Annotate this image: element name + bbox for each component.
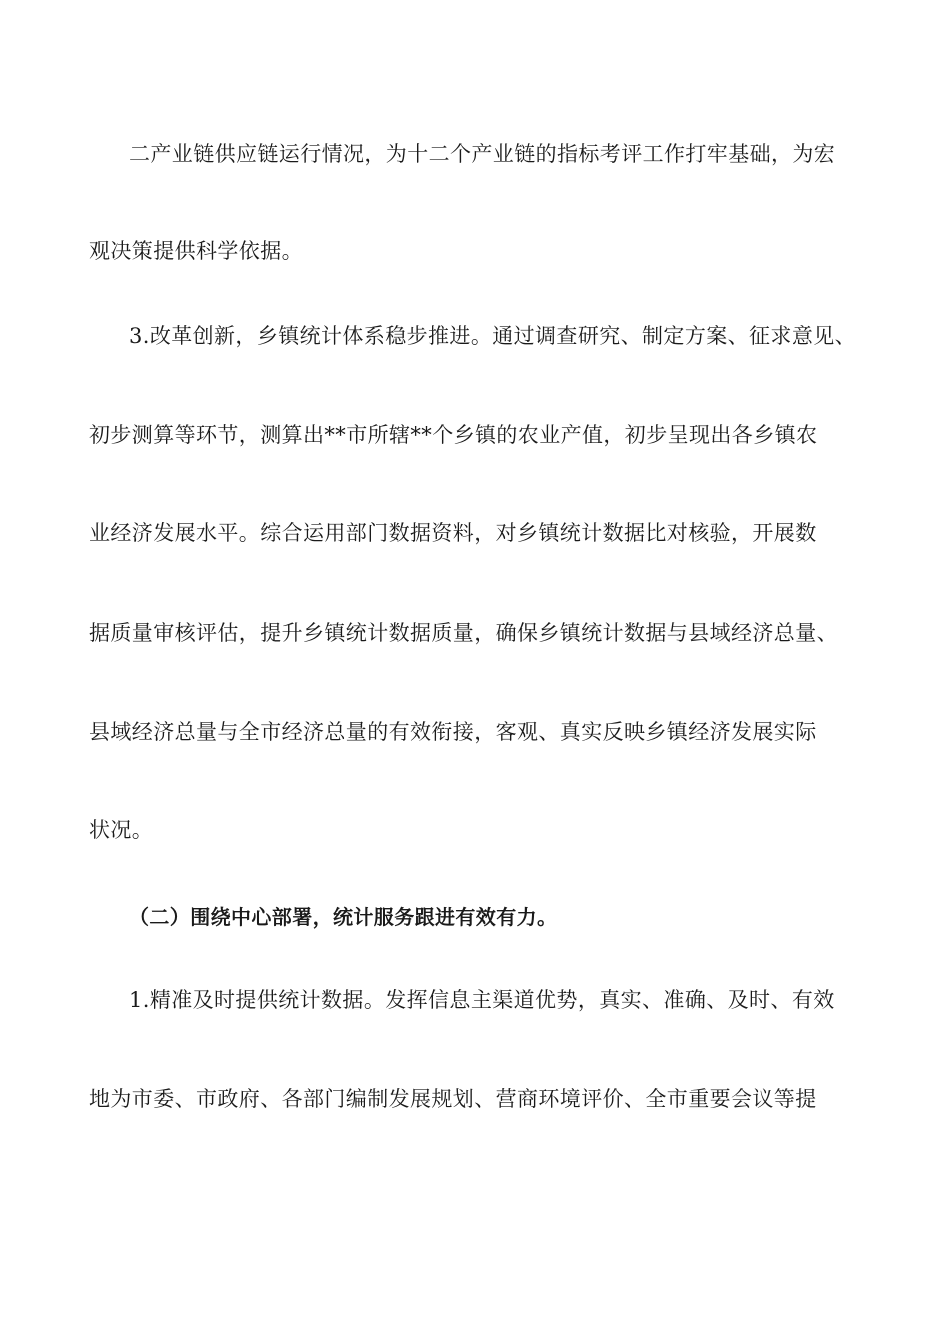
paragraph-line: 3.改革创新，乡镇统计体系稳步推进。通过调查研究、制定方案、征求意见、 xyxy=(129,324,857,348)
paragraph-line: 业经济发展水平。综合运用部门数据资料，对乡镇统计数据比对核验，开展数 xyxy=(89,521,817,545)
paragraph-line: 县域经济总量与全市经济总量的有效衔接，客观、真实反映乡镇经济发展实际 xyxy=(89,720,817,744)
paragraph-line: 二产业链供应链运行情况，为十二个产业链的指标考评工作打牢基础，为宏 xyxy=(129,142,836,166)
section-heading: （二）围绕中心部署，统计服务跟进有效有力。 xyxy=(129,905,558,929)
paragraph-line: 据质量审核评估，提升乡镇统计数据质量，确保乡镇统计数据与县域经济总量、 xyxy=(89,621,838,645)
paragraph-line: 初步测算等环节，测算出**市所辖**个乡镇的农业产值，初步呈现出各乡镇农 xyxy=(89,423,818,447)
paragraph-line: 观决策提供科学依据。 xyxy=(89,239,303,263)
paragraph-line: 1.精准及时提供统计数据。发挥信息主渠道优势，真实、准确、及时、有效 xyxy=(129,988,835,1012)
paragraph-line: 地为市委、市政府、各部门编制发展规划、营商环境评价、全市重要会议等提 xyxy=(89,1087,817,1111)
paragraph-line: 状况。 xyxy=(89,818,154,842)
